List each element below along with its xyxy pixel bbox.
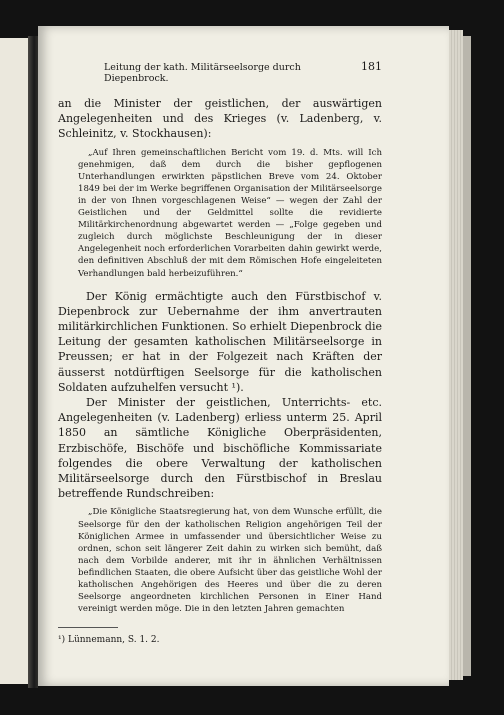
page-stack-edge [449,30,463,680]
paragraph-3: Der Minister der geistlichen, Unterrichts- etc. Angelegenheiten (v. Ladenberg) erliess unterm 25. April 1850 an sämtliche Königliche Oberpräsidenten, Erzbischöfe, Bischöfe und bischöfliche Kommissariate folgendes die obere Verwaltung der katholischen Militärseelsorge durch den Fürstbischof in Breslau betreffende Rundschreiben: [58,396,382,501]
footnote-rule [58,627,118,628]
book-gutter [28,36,38,688]
running-header [104,60,382,84]
page-content [58,60,382,645]
block-quote-2 [78,506,382,615]
quote-2-text: „Die Königliche Staatsregierung hat, von dem Wunsche erfüllt, die Seelsorge für den der katholischen Religion angehörigen Teil der Königlichen Armee in umfassender und übersichtlicher Weise zu ordnen, schon seit längerer Zeit dahin zu wirken sich bemüht, daß nach dem Vorbilde anderer, mit ihr in ähnlichen Verhältnissen befindlichen Staaten, die obere Aufsicht über das geistliche Wohl der katholischen Angehörigen des Heeres und über die zu deren Seelsorge angeordneten kirchlichen Personen in Einer Hand vereinigt werden möge. Die in den letzten Jahren gemachten [78,507,382,615]
footnote: ¹) Lünnemann, S. 1. 2. [58,635,160,646]
quote-1-text: „Auf Ihren gemeinschaftlichen Bericht vom 19. d. Mts. will Ich genehmigen, daß dem durch die bisher gepflogenen Unterhandlungen erwirkten päpstlichen Breve vom 24. Oktober 1849 bei der im Werke begriffenen Organisation der Militärseelsorge in der von Ihnen vorgeschlagenen Weise“ — wegen der Zahl der Geistlichen und der Geldmittel sollte die revidierte Militärkirchenordnung abgewartet werden — „Folge gegeben und zugleich durch möglichste Beschleunigung der in dieser Angelegenheit noch erforderlichen Vorarbeiten dahin gewirkt werde, den definitiven Abschluß der mit dem Römischen Hofe eingeleiteten Verhandlungen bald herbeizuführen.“ [78,147,382,279]
left-page-edge [0,38,29,684]
running-title: Leitung der kath. Militärseelsorge durch Diepenbrock. [104,62,301,84]
paragraph-1: an die Minister der geistlichen, der auswärtigen Angelegenheiten und des Krieges (v. Ladenberg, v. Schleinitz, v. Stockhausen): [58,97,382,141]
book-cover-edge [463,36,471,676]
page-number: 181 [361,60,382,73]
block-quote-1 [78,147,382,280]
paragraph-2: Der König ermächtigte auch den Fürstbischof v. Diepenbrock zur Uebernahme der ihm anvertrauten militärkirchlichen Funktionen. So erhielt Diepenbrock die Leitung der gesamten katholischen Militärseelsorge in Preussen; er hat in der Folgezeit nach Kräften der äusserst notdürftigen Seelsorge für die katholischen Soldaten aufzuhelfen versucht ¹). [58,289,382,394]
